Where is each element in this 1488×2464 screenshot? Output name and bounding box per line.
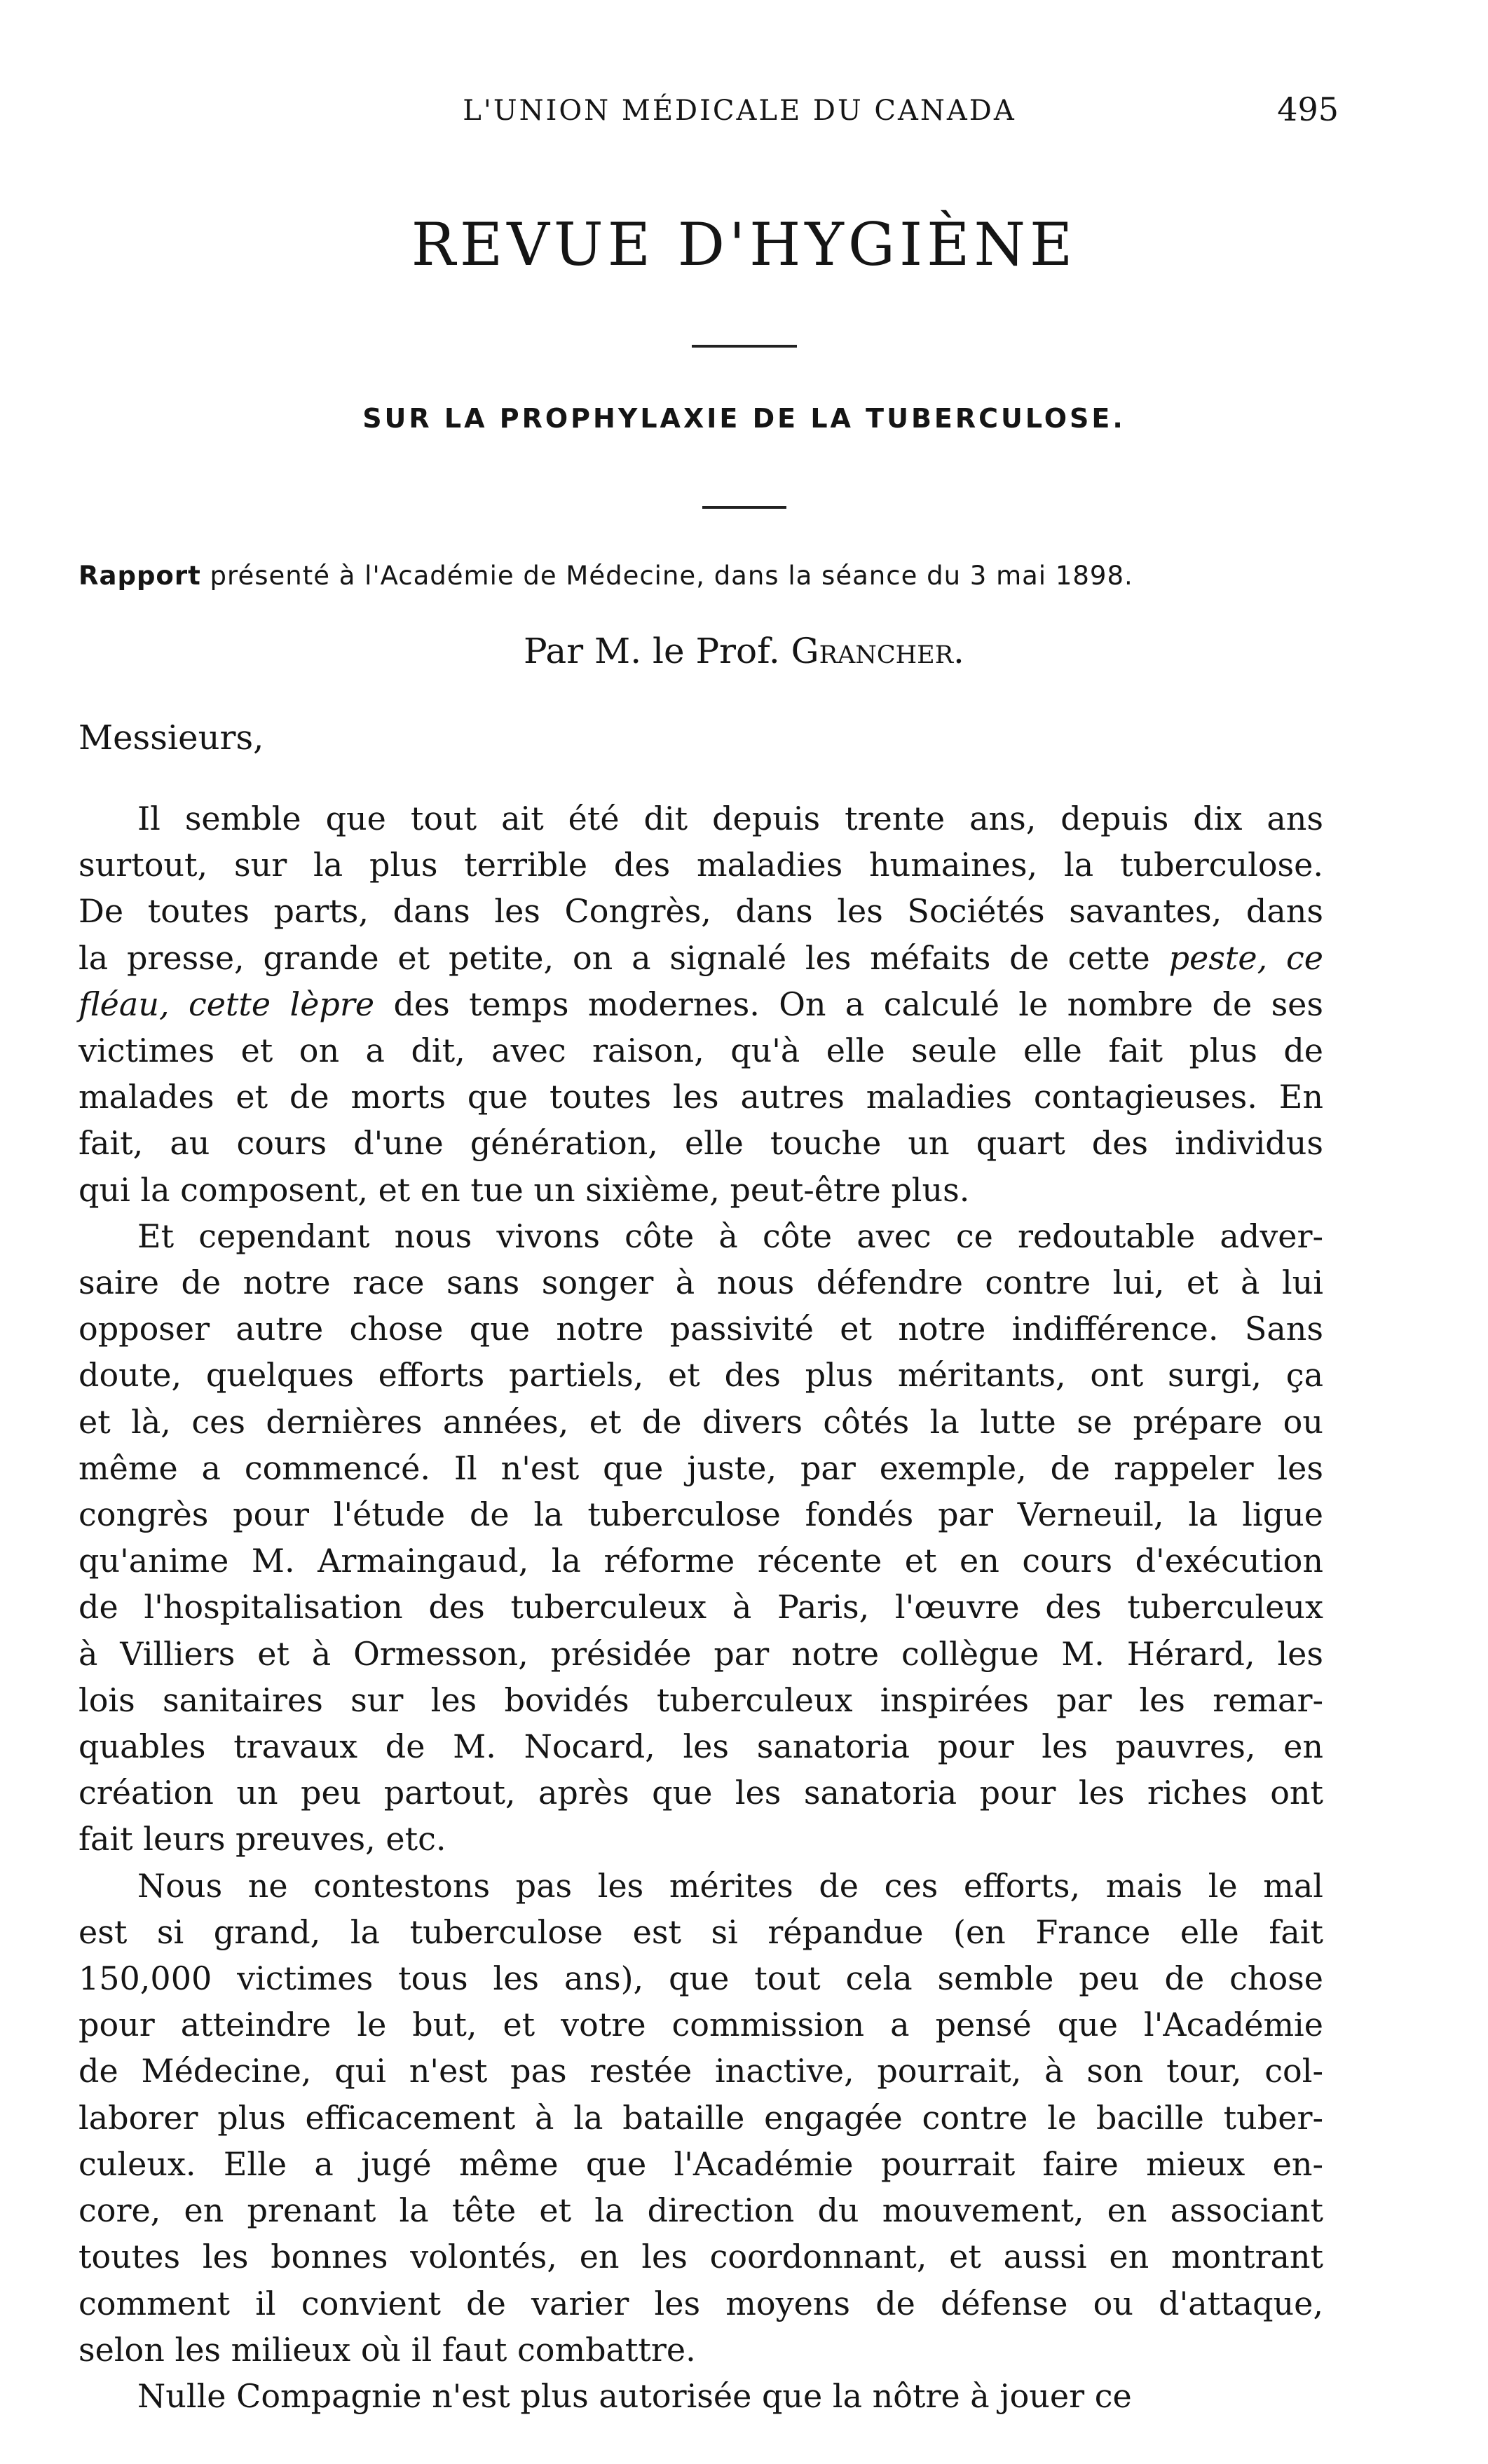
running-header xyxy=(77,90,1402,137)
text-line: malades et de morts que toutes les autres maladies contagieuses. En xyxy=(79,1078,1323,1116)
text-line: De toutes parts, dans les Congrès, dans les Sociétés savantes, dans xyxy=(79,892,1323,931)
text-line: est si grand, la tuberculose est si répandue (en France elle fait xyxy=(79,1912,1323,1951)
text-line: de l'hospitalisation des tuberculeux à Paris, l'œuvre des tuberculeux xyxy=(79,1588,1323,1627)
text-line: toutes les bonnes volontés, en les coordonnant, et aussi en montrant xyxy=(79,2238,1323,2276)
body-text xyxy=(79,795,1323,2419)
text-line: comment il convient de varier les moyens de défense ou d'attaque, xyxy=(79,2284,1323,2322)
text-line: lois sanitaires sur les bovidés tuberculeux inspirées par les remar- xyxy=(79,1681,1323,1719)
text-line: quables travaux de M. Nocard, les sanatoria pour les pauvres, en xyxy=(79,1727,1323,1766)
text-line: et là, ces dernières années, et de divers côtés la lutte se prépare ou xyxy=(79,1402,1323,1441)
paragraph-4 xyxy=(79,2373,1323,2419)
text-line: qui la composent, et en tue un sixième, peut-être plus. xyxy=(79,1170,970,1209)
text-line: selon les milieux où il faut combattre. xyxy=(79,2330,696,2369)
text-line: de Médecine, qui n'est pas restée inactive, pourrait, à son tour, col- xyxy=(79,2052,1323,2090)
text-line: Nous ne contestons pas les mérites de ces efforts, mais le mal xyxy=(137,1866,1323,1905)
text-fragment: la presse, grande et petite, on a signalé les méfaits de cette xyxy=(79,938,1169,977)
text-line: culeux. Elle a jugé même que l'Académie pourrait faire mieux en- xyxy=(79,2144,1323,2183)
page-number: 495 xyxy=(1277,90,1339,128)
text-line: à Villiers et à Ormesson, présidée par notre collègue M. Hérard, les xyxy=(79,1634,1323,1673)
text-line: fait leurs preuves, etc. xyxy=(79,1820,446,1859)
text-line: surtout, sur la plus terrible des maladies humaines, la tuberculose. xyxy=(79,846,1323,884)
text-line: Et cependant nous vivons côte à côte avec ce redoutable adver- xyxy=(137,1217,1323,1255)
text-line: Il semble que tout ait été dit depuis trente ans, depuis dix ans xyxy=(137,800,1323,837)
text-line: fait, au cours d'une génération, elle touche un quart des individus xyxy=(79,1124,1323,1163)
text-line: Nulle Compagnie n'est plus autorisée que la nôtre à jouer ce xyxy=(137,2376,1132,2415)
text-line: core, en prenant la tête et la direction du mouvement, en associant xyxy=(79,2191,1323,2230)
italic-fragment: peste, ce xyxy=(1168,938,1323,977)
author-line xyxy=(0,631,1488,671)
author-prefix: Par M. le Prof. xyxy=(524,631,791,671)
title-rule xyxy=(692,345,797,348)
paragraph-1 xyxy=(79,795,1323,1213)
paragraph-2 xyxy=(79,1213,1323,1863)
salutation: Messieurs, xyxy=(79,718,264,758)
subtitle-rule xyxy=(702,506,786,509)
text-line-with-italic xyxy=(79,981,1323,1027)
report-prefix: Rapport xyxy=(79,561,201,591)
text-line: saire de notre race sans songer à nous défendre contre lui, et à lui xyxy=(79,1264,1323,1302)
text-line: 150,000 victimes tous les ans), que tout cela semble peu de chose xyxy=(79,1959,1323,1998)
section-title: REVUE D'HYGIÈNE xyxy=(411,210,1077,279)
report-note xyxy=(79,561,1326,591)
text-fragment: des temps modernes. On a calculé le nombre de ses xyxy=(374,985,1324,1023)
text-line-with-italic xyxy=(79,935,1323,981)
report-text: présenté à l'Académie de Médecine, dans la séance du 3 mai 1898. xyxy=(200,561,1133,591)
author-name: Grancher. xyxy=(791,631,964,671)
text-line: même a commencé. Il n'est que juste, par exemple, de rappeler les xyxy=(79,1449,1323,1487)
text-line: création un peu partout, après que les sanatoria pour les riches ont xyxy=(79,1774,1323,1812)
text-line: opposer autre chose que notre passivité et notre indifférence. Sans xyxy=(79,1310,1323,1348)
text-line: congrès pour l'étude de la tuberculose fondés par Verneuil, la ligue xyxy=(79,1495,1323,1534)
text-line: qu'anime M. Armaingaud, la réforme récente et en cours d'exécution xyxy=(79,1542,1323,1580)
paragraph-3 xyxy=(79,1863,1323,2373)
text-line: victimes et on a dit, avec raison, qu'à elle seule elle fait plus de xyxy=(79,1032,1323,1070)
journal-title: L'UNION MÉDICALE DU CANADA xyxy=(463,95,1016,127)
article-subtitle: SUR LA PROPHYLAXIE DE LA TUBERCULOSE. xyxy=(362,403,1126,434)
text-line: doute, quelques efforts partiels, et des plus méritants, ont surgi, ça xyxy=(79,1356,1323,1395)
italic-fragment: fléau, cette lèpre xyxy=(79,985,375,1023)
text-line: pour atteindre le but, et votre commission a pensé que l'Académie xyxy=(79,2006,1323,2044)
text-line: laborer plus efficacement à la bataille engagée contre le bacille tuber- xyxy=(79,2098,1323,2137)
